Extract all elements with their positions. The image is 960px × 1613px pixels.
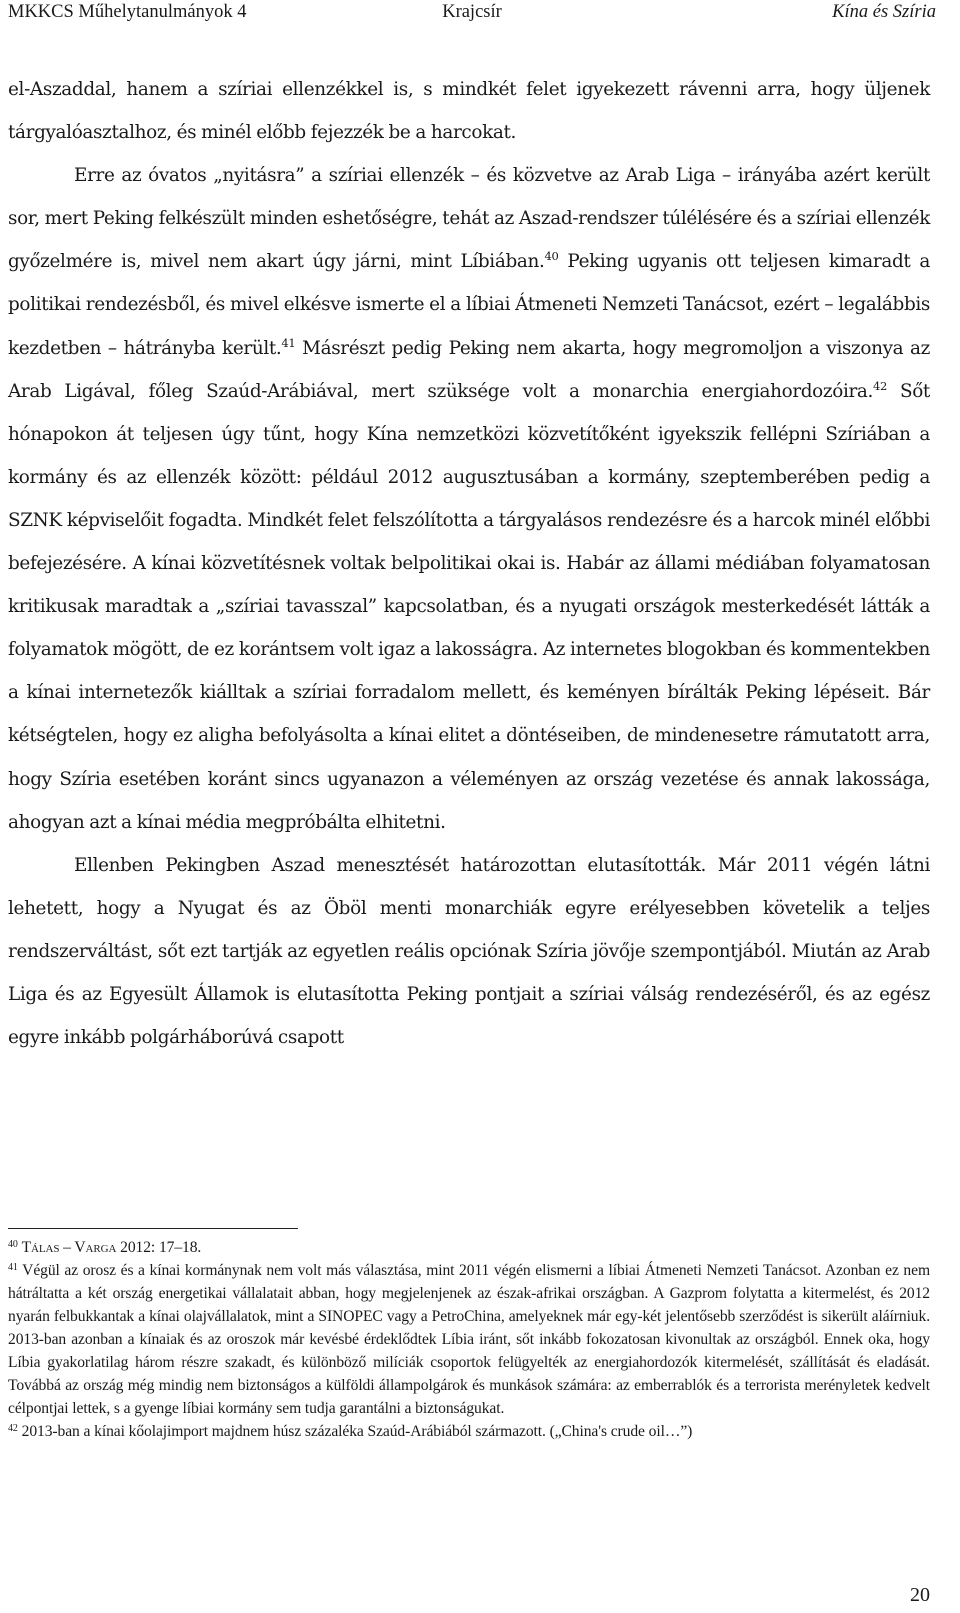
footnote-number: 40 [8,1239,18,1250]
text-run: 2012: 17–18. [116,1239,202,1256]
footnote-reference: 40 [544,249,559,264]
footnote-number: 41 [8,1262,18,1273]
text-run: Sőt hónapokon át teljesen úgy tűnt, hogy Kína nemzetközi közvetítőként igyekszik fellépni Szíriában a kormány és az ellenzék között: például 2012 augusztusában a kormány, szeptemberében pedig a SZNK képviselőit fogadta. Mindkét felet felszólította a tárgyalásos rendezésre és a harcok minél előbbi befejezésére. A kínai közvetítésnek voltak belpolitikai okai is. Habár az állami médiában folyamatosan kritikusak maradtak a „szíriai tavasszal” kapcsolatban, és a nyugati országok mesterkedését látták a folyamatok mögött, de ez korántsem volt igaz a lakosságra. Az internetes blogokban és kommentekben a kínai internetezők kiálltak a szíriai forradalom mellett, és keményen bírálták Peking lépéseit. Bár kétségtelen, hogy ez aligha befolyásolta a kínai elitet a döntéseiben, de mindenesetre rámutatott arra, hogy Szíria esetében koránt sincs ugyanazon a véleményen az ország vezetése és annak lakossága, ahogyan azt a kínai média megpróbálta elhitetni. [8,380,930,833]
text-run: 2013-ban a kínai kőolajimport majdnem húsz százaléka Szaúd-Arábiából származott. („China's crude oil…”) [21,1423,693,1440]
header-chapter-title: Kína és Szíria [832,2,936,22]
footnote-reference: 41 [281,335,296,350]
footnote [8,1259,930,1420]
body-text [8,68,930,1059]
paragraph [8,68,930,154]
footnote-reference: 42 [873,378,887,393]
text-run: Végül az orosz és a kínai kormánynak nem volt más választása, mint 2011 végén elismerni a líbiai Átmeneti Nemzeti Tanácsot. Azonban ez nem hátráltatta a két ország energetikai vállalatait abban, hogy megjelenjenek az észak-afrikai országban. A Gazprom folytatta a kitermelést, és 2012 nyarán felbukkantak a kínai olajvállalatok, mint a SINOPEC vagy a PetroChina, amelyeknek már egy-két jelentősebb szerződést is sikerült aláírniuk. 2013-ban azonban a kínaiak és az oroszok már kevésbé érdeklődtek Líbia iránt, sőt inkább fokozatosan kivonultak az országból. Ennek oka, hogy Líbia gyakorlatilag három részre szakadt, és különböző milíciák csoportok felügyelték az energiahordozók kitermelését, szállítását és eladását. Továbbá az ország még mindig nem biztonságos a külföldi állampolgárok és munkások számára: az emberrablók és a terrorista merényletek kedvelt célpontjai lettek, s a gyenge líbiai kormány sem tudja garantálni a biztonságukat. [8,1262,930,1417]
running-header [8,0,936,36]
text-run: Ellenben Pekingben Aszad menesztését határozottan elutasították. Már 2011 végén látni lehetett, hogy a Nyugat és az Öböl menti monarchiák egyre erélyesebben követelik a teljes rendszerváltást, sőt ezt tartják az egyetlen reális opciónak Szíria jövője szempontjából. Miután az Arab Liga és az Egyesült Államok is elutasította Peking pontjait a szíriai válság rendezéséről, és az egész egyre inkább polgárháborúvá csapott [8,854,930,1049]
footnote-separator [8,1228,298,1229]
footnote [8,1236,930,1259]
cited-authors: Tálas – Varga [21,1239,117,1256]
text-run: el-Aszaddal, hanem a szíriai ellenzékkel is, s mindkét felet igyekezett rávenni arra, hogy üljenek tárgyalóasztalhoz, és minél előbb fejezzék be a harcokat. [8,79,930,144]
text-run: Peking ugyanis ott teljesen kimaradt a politikai rendezésből, és mivel elkésve ismerte el a líbiai Átmeneti Nemzeti Tanácsot, ezért – legalábbis kezdetben – hátrányba került. [8,251,930,359]
text-run: Erre az óvatos „nyitásra” a szíriai ellenzék – és közvetve az Arab Liga – irányába azért került sor, mert Peking felkészült minden eshetőségre, tehát az Aszad-rendszer túlélésére és a szíriai ellenzék győzelmére is, mivel nem akart úgy járni, mint Líbiában. [8,165,930,273]
page-number: 20 [910,1584,930,1606]
header-author: Krajcsír [442,2,502,22]
footnote [8,1420,930,1443]
footnotes [8,1236,930,1443]
text-run: Másrészt pedig Peking nem akarta, hogy megromoljon a viszonya az Arab Ligával, főleg Szaúd-Arábiával, mert szüksége volt a monarchia energiahordozóira. [8,337,930,402]
paragraph [8,154,930,844]
footnote-number: 42 [8,1423,18,1434]
paragraph [8,844,930,1059]
header-series-title: MKKCS Műhelytanulmányok 4 [8,2,247,22]
